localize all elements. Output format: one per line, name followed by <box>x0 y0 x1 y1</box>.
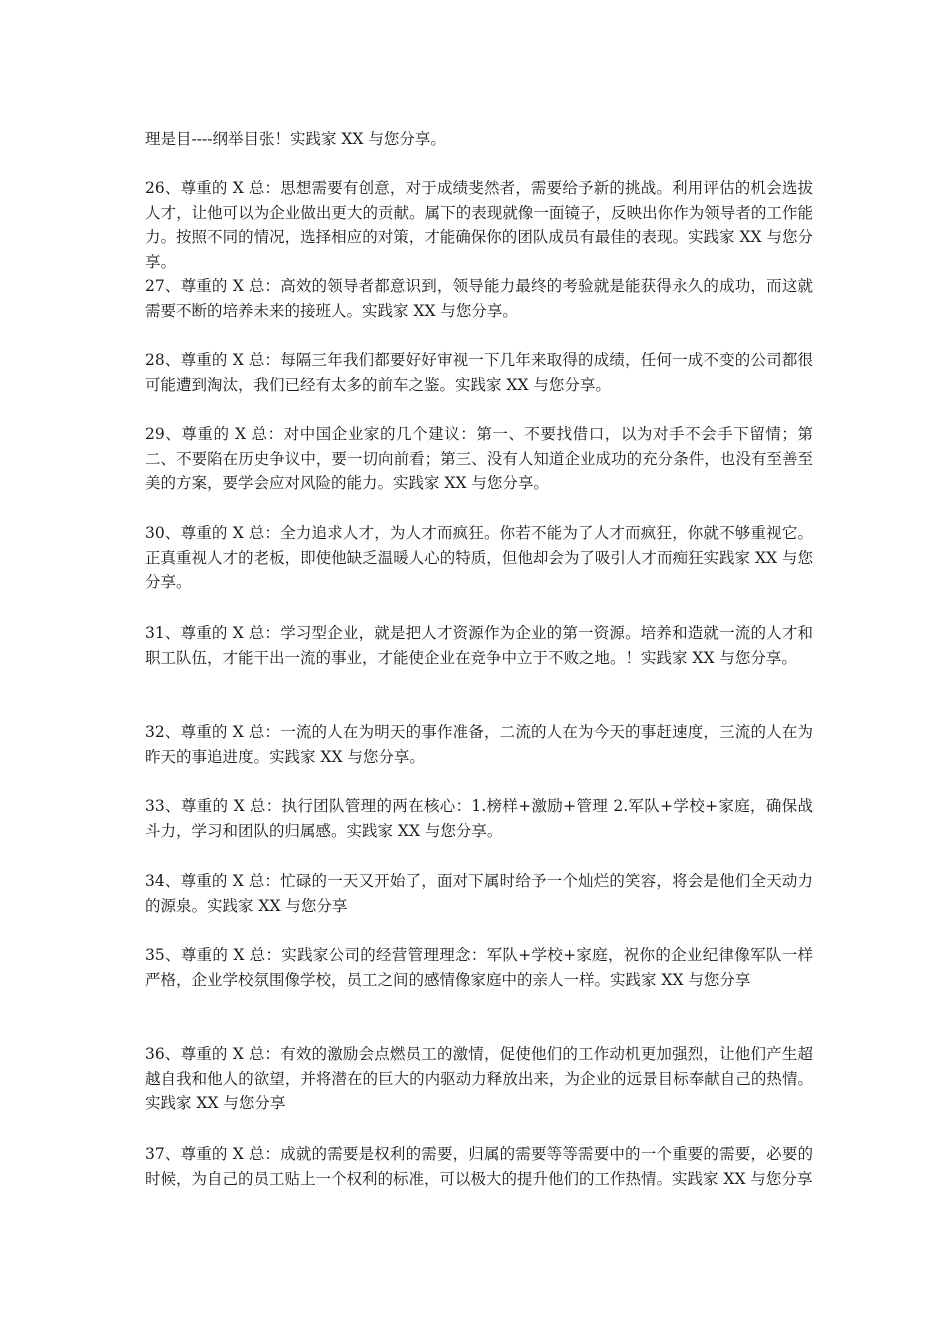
paragraph-26: 26、尊重的 X 总：思想需要有创意，对于成绩斐然者，需要给予新的挑战。利用评估的机会选拔人才，让他可以为企业做出更大的贡献。属下的表现就像一面镜子，反映出你作为领导者的工作能力。按照不同的情况，选择相应的对策，才能确保你的团队成员有最佳的表现。实践家 XX 与您分享。 <box>145 179 813 271</box>
paragraph-intro: 理是目----纲举目张！实践家 XX 与您分享。 <box>145 130 446 148</box>
paragraph-30: 30、尊重的 X 总：全力追求人才，为人才而疯狂。你若不能为了人才而疯狂，你就不够重视它。正真重视人才的老板，即使他缺乏温暖人心的特质，但他却会为了吸引人才而痴狂实践家 XX 与您分享。 <box>145 524 813 591</box>
paragraph-28: 28、尊重的 X 总：每隔三年我们都要好好审视一下几年来取得的成绩，任何一成不变的公司都很可能遭到淘汰，我们已经有太多的前车之鉴。实践家 XX 与您分享。 <box>145 351 813 394</box>
paragraph-29: 29、尊重的 X 总：对中国企业家的几个建议：第一、不要找借口，以为对手不会手下留情；第二、不要陷在历史争议中，要一切向前看；第三、没有人知道企业成功的充分条件，也没有至善至美的方案，要学会应对风险的能力。实践家 XX 与您分享。 <box>145 425 813 492</box>
paragraph-34: 34、尊重的 X 总：忙碌的一天又开始了，面对下属时给予一个灿烂的笑容，将会是他们全天动力的源泉。实践家 XX 与您分享 <box>145 872 813 915</box>
paragraph-31: 31、尊重的 X 总：学习型企业，就是把人才资源作为企业的第一资源。培养和造就一流的人才和职工队伍，才能干出一流的事业，才能使企业在竞争中立于不败之地。！实践家 XX 与您分享。 <box>145 624 813 667</box>
paragraph-27: 27、尊重的 X 总：高效的领导者都意识到，领导能力最终的考验就是能获得永久的成功，而这就需要不断的培养未来的接班人。实践家 XX 与您分享。 <box>145 277 813 320</box>
paragraph-37: 37、尊重的 X 总：成就的需要是权利的需要，归属的需要等等需要中的一个重要的需要，必要的时候，为自己的员工贴上一个权利的标准，可以极大的提升他们的工作热情。实践家 XX 与您分享 <box>145 1145 813 1188</box>
paragraph-32: 32、尊重的 X 总：一流的人在为明天的事作准备，二流的人在为今天的事赶速度，三流的人在为昨天的事追进度。实践家 XX 与您分享。 <box>145 723 813 766</box>
paragraph-35: 35、尊重的 X 总：实践家公司的经营管理理念：军队+学校+家庭，祝你的企业纪律像军队一样严格，企业学校氛围像学校，员工之间的感情像家庭中的亲人一样。实践家 XX 与您分享 <box>145 946 813 989</box>
paragraph-36: 36、尊重的 X 总：有效的激励会点燃员工的激情，促使他们的工作动机更加强烈，让他们产生超越自我和他人的欲望，并将潜在的巨大的内驱动力释放出来，为企业的远景目标奉献自己的热情。实践家 XX 与您分享 <box>145 1045 813 1112</box>
paragraph-33: 33、尊重的 X 总：执行团队管理的两在核心：1.榜样+激励+管理 2.军队+学校+家庭，确保战斗力，学习和团队的归属感。实践家 XX 与您分享。 <box>145 797 813 840</box>
